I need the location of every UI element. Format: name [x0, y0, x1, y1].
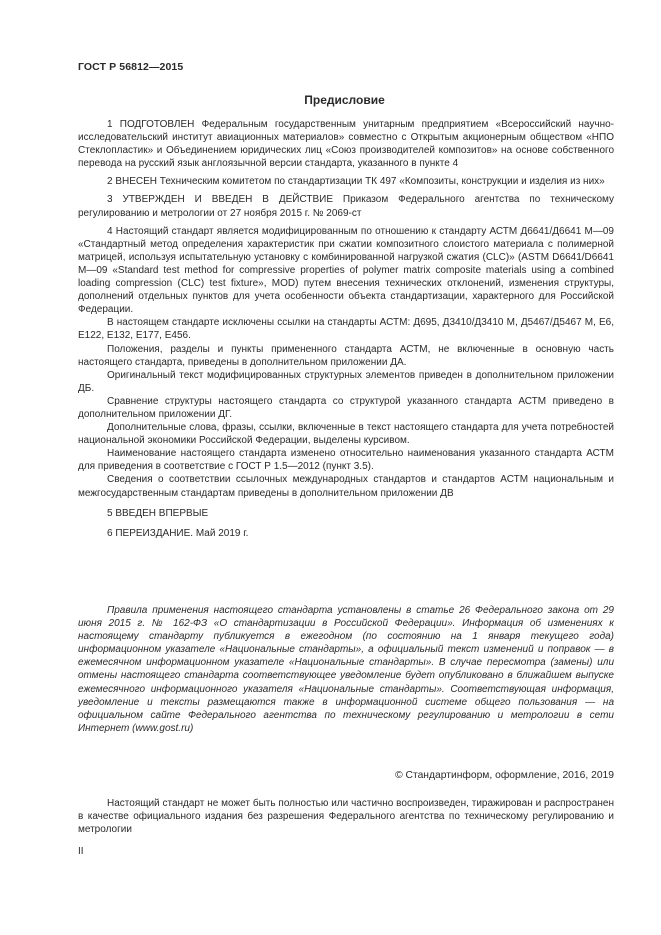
paragraph-4-annex-da: Положения, разделы и пункты примененного стандарта АСТМ, не включенные в основную часть настоящего стандарта, приведены в дополнительном приложении ДА.: [78, 343, 614, 368]
legal-notice: Правила применения настоящего стандарта установлены в статье 26 Федерального закона от 29 июня 2015 г. № 162-ФЗ «О стандартизации в Российской Федерации». Информация об изменениях к настоящему стандарту публикуется в ежегодном (по состоянию на 1 января текущего года) информационном указателе «Национальные стандарты», а официальный текст изменений и поправок — в ежемесячном информационном указателе «Национальные стандарты». В случае пересмотра (замены) или отмены настоящего стандарта соответствующее уведомление будет опубликовано в ближайшем выпуске ежемесячного информационного указателя «Национальные стандарты». Соответствующая информация, уведомление и тексты размещаются также в информационной системе общего пользования — на официальном сайте Федерального агентства по техническому регулированию и метрологии в сети Интернет (www.gost.ru): [78, 605, 614, 734]
paragraph-5: 5 ВВЕДЕН ВПЕРВЫЕ: [107, 507, 209, 519]
reproduction-notice: Настоящий стандарт не может быть полностью или частично воспроизведен, тиражирован и распространен в качестве официального издания без разрешения Федерального агентства по техническому регулированию и метрологии: [78, 798, 614, 836]
paragraph-6: 6 ПЕРЕИЗДАНИЕ. Май 2019 г.: [107, 527, 249, 539]
paragraph-4-title-change: Наименование настоящего стандарта изменено относительно наименования указанного стандарта АСТМ для приведения в соответствие с ГОСТ Р 1.5—2012 (пункт 3.5).: [78, 448, 614, 473]
standard-code: ГОСТ Р 56812—2015: [78, 61, 184, 73]
paragraph-4-annex-db: Оригинальный текст модифицированных структурных элементов приведен в дополнительном приложении ДБ.: [78, 369, 614, 394]
paragraph-1: 1 ПОДГОТОВЛЕН Федеральным государственным унитарным предприятием «Всероссийский научно-исследовательский институт авиационных материалов» совместно с Открытым акционерным обществом «НПО Стеклопластик» и Объединением юридических лиц «Союз производителей композитов» на основе собственного перевода на русский язык англоязычной версии стандарта, указанного в пункте 4: [78, 119, 614, 170]
paragraph-2: 2 ВНЕСЕН Техническим комитетом по стандартизации ТК 497 «Композиты, конструкции и изделия из них»: [107, 176, 605, 188]
paragraph-4-annex-dv: Сведения о соответствии ссылочных международных стандартов и стандартов АСТМ национальным и межгосударственным стандартам приведены в дополнительном приложении ДВ: [78, 474, 614, 499]
paragraph-4-annex-dg: Сравнение структуры настоящего стандарта со структурой указанного стандарта АСТМ приведено в дополнительном приложении ДГ.: [78, 395, 614, 420]
page-title: Предисловие: [304, 93, 385, 107]
paragraph-4-excluded-refs: В настоящем стандарте исключены ссылки на стандарты АСТМ: Д695, Д3410/Д3410 М, Д5467/Д5467 М, Е6, Е122, Е132, Е177, Е456.: [78, 317, 614, 342]
copyright: © Стандартинформ, оформление, 2016, 2019: [395, 770, 614, 781]
paragraph-4: 4 Настоящий стандарт является модифицированным по отношению к стандарту АСТМ Д6641/Д6641 М—09 «Стандартный метод определения характеристик при сжатии композитного слоистого материала с полимерной матрицей, используя испытательную установку с комбинированной нагрузкой сжатия (CLC)» (ASTM D6641/D6641 M—09 «Standard test method for compressive properties of polymer matrix composite materials using a combined loading compression (CLC) test fixture», MOD) путем внесения технических отклонений, изменения структуры, дополнений отдельных пунктов для учета особенности объекта стандартизации, характерного для Российской Федерации.: [78, 225, 614, 316]
paragraph-4-italics: Дополнительные слова, фразы, ссылки, включенные в текст настоящего стандарта для учета потребностей национальной экономики Российской Федерации, выделены курсивом.: [78, 422, 614, 447]
foreword-body: [78, 118, 614, 540]
page-number: II: [78, 846, 84, 857]
paragraph-3: 3 УТВЕРЖДЕН И ВВЕДЕН В ДЕЙСТВИЕ Приказом Федерального агентства по техническому регулированию и метрологии от 27 ноября 2015 г. № 2069-ст: [78, 194, 614, 219]
